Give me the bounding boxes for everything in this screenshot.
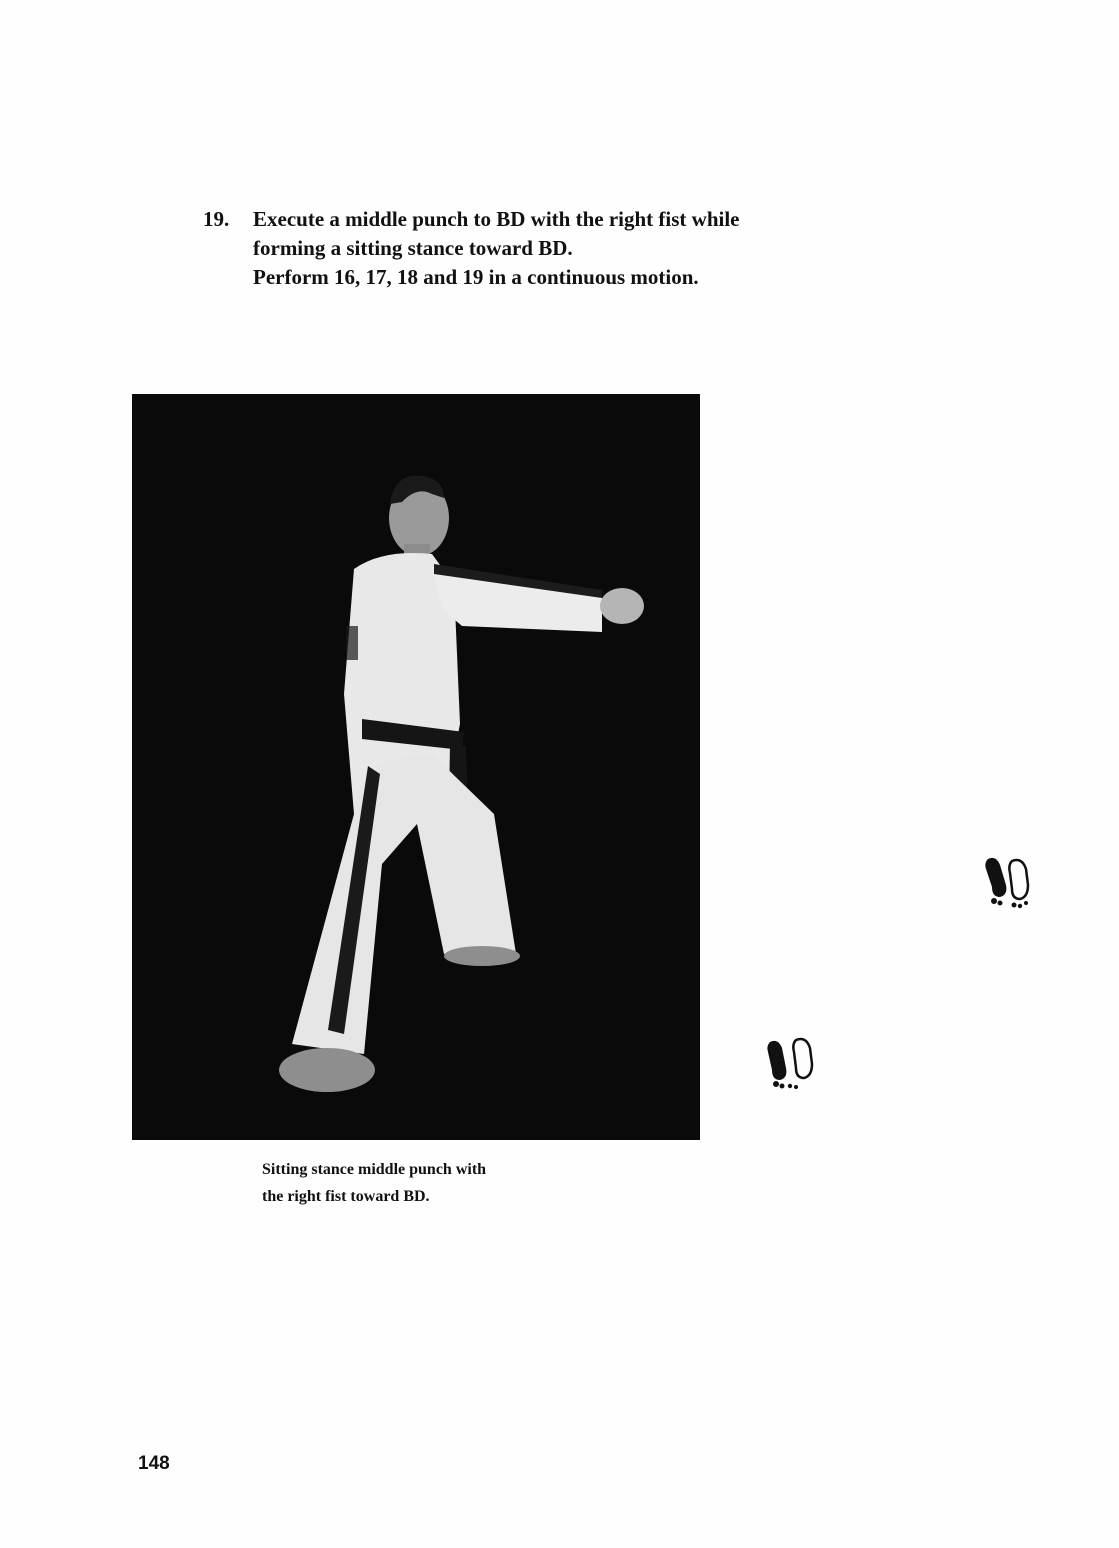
step-line-1: Execute a middle punch to BD with the right fist while [253, 207, 740, 231]
step-text [253, 205, 923, 292]
step-line-3: Perform 16, 17, 18 and 19 in a continuous motion. [253, 265, 699, 289]
footprint-icon [766, 1036, 816, 1092]
martial-artist-photo [132, 394, 700, 1140]
photo-illustration [132, 394, 700, 1140]
caption-line-2: the right fist toward BD. [262, 1188, 430, 1205]
photo-caption [262, 1156, 622, 1210]
step-number: 19. [203, 207, 230, 231]
step-line-2: forming a sitting stance toward BD. [253, 236, 573, 260]
page-number: 148 [138, 1453, 170, 1474]
caption-line-1: Sitting stance middle punch with [262, 1161, 487, 1178]
step-instruction [203, 205, 923, 292]
footprint-icon [982, 855, 1032, 911]
